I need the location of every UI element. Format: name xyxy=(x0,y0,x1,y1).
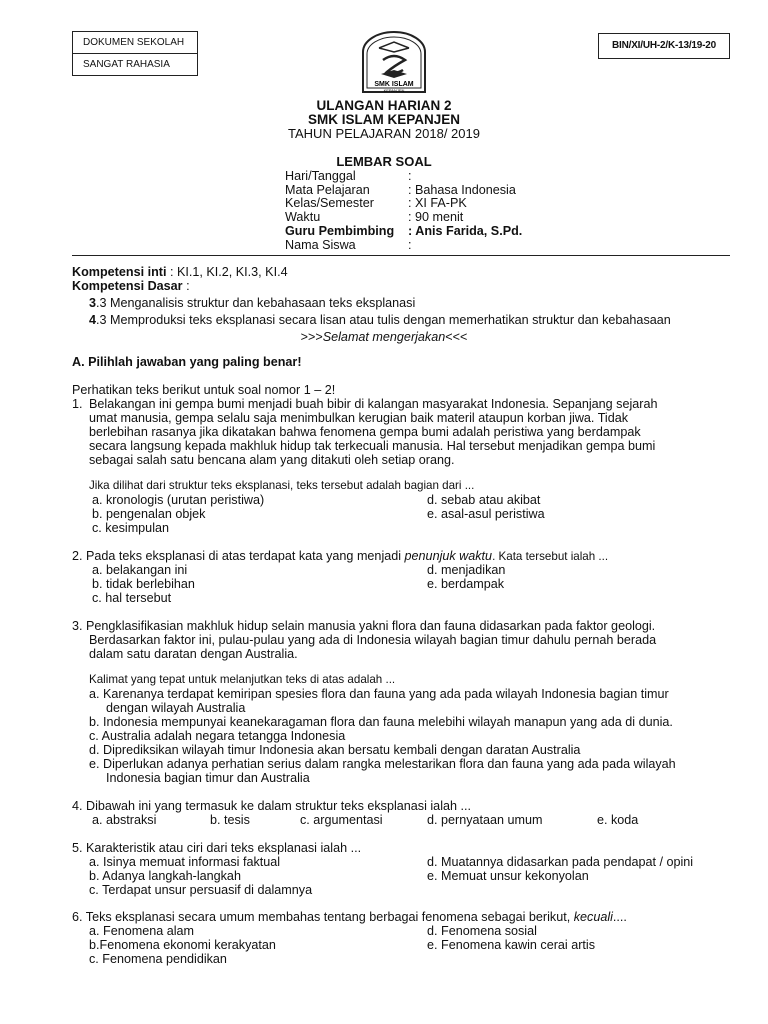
q4-option-c[interactable]: c. argumentasi xyxy=(300,813,383,827)
q6-option-a[interactable]: a. Fenomena alam xyxy=(89,924,195,938)
school-year: TAHUN PELAJARAN 2018/ 2019 xyxy=(288,126,480,141)
q5-option-d[interactable]: d. Muatannya didasarkan pada pendapat / opini xyxy=(427,855,694,869)
document-code: BIN/XI/UH-2/K-13/19-20 xyxy=(598,33,730,59)
basic-competency-2: 4.3 Memproduksi teks eksplanasi secara lisan atau tulis dengan memerhatikan struktur dan kebahasaan xyxy=(89,313,671,327)
core-competency: Kompetensi inti : KI.1, KI.2, KI.3, KI.4 xyxy=(72,265,288,279)
q3-option-e-cont: Indonesia bagian timur dan Australia xyxy=(106,771,310,785)
q4-option-a[interactable]: a. abstraksi xyxy=(92,813,157,827)
info-row-class: Kelas/Semester : XI FA-PK xyxy=(285,196,467,210)
q3-option-b[interactable]: b. Indonesia mempunyai keanekaragaman flora dan fauna melebihi wilayah manapun yang ada di dunia. xyxy=(89,715,673,729)
q3-option-d[interactable]: d. Diprediksikan wilayah timur Indonesia akan bersatu kembali dengan daratan Australia xyxy=(89,743,581,757)
secret-label: SANGAT RAHASIA xyxy=(73,53,197,75)
q3-passage-3: dalam satu daratan dengan Australia. xyxy=(89,647,298,661)
q5-option-b[interactable]: b. Adanya langkah-langkah xyxy=(89,869,241,883)
q1-option-c[interactable]: c. kesimpulan xyxy=(92,521,169,535)
q3-option-e[interactable]: e. Diperlukan adanya perhatian serius dalam rangka melestarikan flora dan fauna yang ada pada wilayah xyxy=(89,757,676,771)
sheet-title: LEMBAR SOAL xyxy=(336,154,432,169)
q4-option-e[interactable]: e. koda xyxy=(597,813,639,827)
q2-option-b[interactable]: b. tidak berlebihan xyxy=(92,577,195,591)
q5-option-e[interactable]: e. Memuat unsur kekonyolan xyxy=(427,869,589,883)
info-row-subject: Mata Pelajaran : Bahasa Indonesia xyxy=(285,183,516,197)
q2-option-a[interactable]: a. belakangan ini xyxy=(92,563,188,577)
q3-option-a[interactable]: a. Karenanya terdapat kemiripan spesies flora dan fauna yang ada pada wilayah Indonesia bagian timur xyxy=(89,687,669,701)
q4-option-d[interactable]: d. pernyataan umum xyxy=(427,813,543,827)
q2-option-e[interactable]: e. berdampak xyxy=(427,577,505,591)
q5-question: 5. Karakteristik atau ciri dari teks eksplanasi ialah ... xyxy=(72,841,362,855)
info-row-date: Hari/Tanggal : xyxy=(285,169,412,183)
greeting: >>>Selamat mengerjakan<<< xyxy=(300,330,468,344)
q6-question: 6. Teks eksplanasi secara umum membahas tentang berbagai fenomena sebagai berikut, kecuali.... xyxy=(72,910,627,924)
doc-label: DOKUMEN SEKOLAH xyxy=(83,37,185,48)
section-a-heading: A. Pilihlah jawaban yang paling benar! xyxy=(72,355,302,369)
q1-number: 1. xyxy=(72,397,83,411)
q5-option-a[interactable]: a. Isinya memuat informasi faktual xyxy=(89,855,281,869)
q3-passage-1: 3. Pengklasifikasian makhluk hidup selain manusia yakni flora dan fauna didasarkan pada faktor geologi. xyxy=(72,619,656,633)
q2-option-c[interactable]: c. hal tersebut xyxy=(92,591,172,605)
q3-option-c[interactable]: c. Australia adalah negara tetangga Indonesia xyxy=(89,729,346,743)
q2-question: 2. Pada teks eksplanasi di atas terdapat kata yang menjadi penunjuk waktu. Kata tersebut ialah ... xyxy=(72,549,609,563)
school-name: SMK ISLAM KEPANJEN xyxy=(307,112,460,127)
basic-competency: Kompetensi Dasar : xyxy=(72,279,190,293)
q6-option-c[interactable]: c. Fenomena pendidikan xyxy=(89,952,227,966)
document-label-box xyxy=(72,31,198,76)
q4-question: 4. Dibawah ini yang termasuk ke dalam struktur teks eksplanasi ialah ... xyxy=(72,799,471,813)
info-row-teacher: Guru Pembimbing : Anis Farida, S.Pd. xyxy=(285,224,523,238)
q4-option-b[interactable]: b. tesis xyxy=(210,813,250,827)
school-logo xyxy=(357,30,431,100)
q1-passage-2: umat manusia, gempa selalu saja menimbulkan kerugian baik materil ataupun korban jiwa. Tidak xyxy=(89,411,629,425)
q1-option-e[interactable]: e. asal-asul peristiwa xyxy=(427,507,545,521)
q1-option-a[interactable]: a. kronologis (urutan peristiwa) xyxy=(92,493,265,507)
q1-option-d[interactable]: d. sebab atau akibat xyxy=(427,493,541,507)
exam-title: ULANGAN HARIAN 2 xyxy=(316,98,452,113)
q6-option-b[interactable]: b.Fenomena ekonomi kerakyatan xyxy=(89,938,276,952)
q6-option-e[interactable]: e. Fenomena kawin cerai artis xyxy=(427,938,595,952)
q1-passage-1: Belakangan ini gempa bumi menjadi buah bibir di kalangan masyarakat Indonesia. Sepanjang sejarah xyxy=(89,397,658,411)
info-row-student: Nama Siswa : xyxy=(285,238,412,252)
q1-passage-4: secara langsung kepada makhluk hidup tak terkecuali manusia. Hal tersebut menjadikan gempa bumi xyxy=(89,439,656,453)
logo-text: SMK ISLAM xyxy=(374,81,414,88)
passage-intro: Perhatikan teks berikut untuk soal nomor 1 – 2! xyxy=(72,383,336,397)
divider xyxy=(72,255,730,256)
info-row-time: Waktu : 90 menit xyxy=(285,210,464,224)
q3-option-a-cont: dengan wilayah Australia xyxy=(106,701,246,715)
q1-passage-3: berlebihan rasanya jika dikatakan bahwa fenomena gempa bumi adalah peristiwa yang berdampak xyxy=(89,425,641,439)
q3-question: Kalimat yang tepat untuk melanjutkan teks di atas adalah ... xyxy=(89,673,396,686)
basic-competency-1: 3.3 Menganalisis struktur dan kebahasaan teks eksplanasi xyxy=(89,296,416,310)
q2-option-d[interactable]: d. menjadikan xyxy=(427,563,506,577)
q1-passage-5: sebagai salah satu bencana alam yang ditakuti oleh setiap orang. xyxy=(89,453,455,467)
q5-option-c[interactable]: c. Terdapat unsur persuasif di dalamnya xyxy=(89,883,313,897)
q3-passage-2: Berdasarkan faktor ini, pulau-pulau yang ada di Indonesia wilayah bagian timur dahulu pernah berada xyxy=(89,633,657,647)
q1-option-b[interactable]: b. pengenalan objek xyxy=(92,507,206,521)
q1-question: Jika dilihat dari struktur teks eksplanasi, teks tersebut adalah bagian dari ... xyxy=(89,479,475,492)
q6-option-d[interactable]: d. Fenomena sosial xyxy=(427,924,537,938)
logo-subtext: KEPANJEN xyxy=(383,88,405,93)
